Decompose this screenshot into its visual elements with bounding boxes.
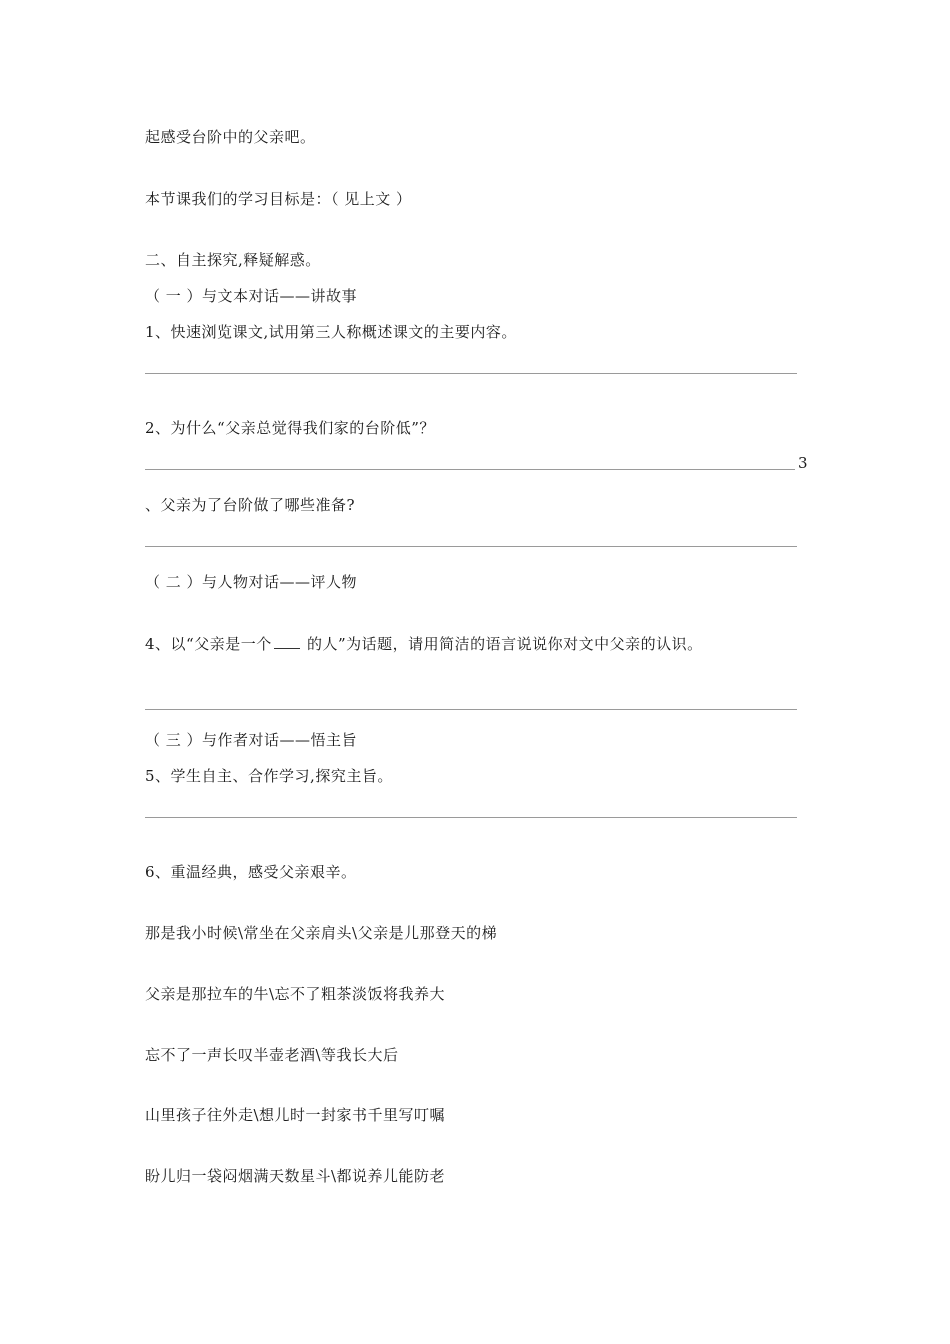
question-5: 5、学生自主、合作学习,探究主旨。 bbox=[145, 767, 393, 785]
lyric-line: 那是我小时候\常坐在父亲肩头\父亲是儿那登天的梯 bbox=[145, 924, 498, 942]
answer-line bbox=[145, 373, 797, 374]
question-4-part-a: 4、以“父亲是一个 bbox=[145, 635, 272, 653]
subsection-heading: （ 三 ）与作者对话——悟主旨 bbox=[145, 731, 358, 749]
answer-line bbox=[145, 469, 795, 470]
lyric-line: 盼儿归一袋闷烟满天数星斗\都说养儿能防老 bbox=[145, 1167, 446, 1185]
answer-line bbox=[145, 546, 797, 547]
question-4 bbox=[145, 634, 703, 654]
question-number: 3 bbox=[798, 454, 808, 472]
lyric-line: 忘不了一声长叹半壶老酒\等我长大后 bbox=[145, 1046, 399, 1064]
learning-goal-line: 本节课我们的学习目标是：（ 见上文 ） bbox=[145, 190, 412, 208]
question-6: 6、重温经典，感受父亲艰辛。 bbox=[145, 863, 357, 881]
subsection-heading: （ 一 ）与文本对话——讲故事 bbox=[145, 287, 358, 305]
answer-line bbox=[145, 709, 797, 710]
question-3: 、父亲为了台阶做了哪些准备? bbox=[145, 496, 356, 514]
lyric-line: 山里孩子往外走\想儿时一封家书千里写叮嘱 bbox=[145, 1106, 446, 1124]
section-heading: 二、自主探究,释疑解惑。 bbox=[145, 251, 321, 269]
question-2: 2、为什么“父亲总觉得我们家的台阶低”？ bbox=[145, 419, 435, 437]
subsection-heading: （ 二 ）与人物对话——评人物 bbox=[145, 573, 358, 591]
lyric-line: 父亲是那拉车的牛\忘不了粗茶淡饭将我养大 bbox=[145, 985, 446, 1003]
text-line: 起感受台阶中的父亲吧。 bbox=[145, 128, 316, 146]
answer-line bbox=[145, 817, 797, 818]
fill-in-blank[interactable] bbox=[274, 634, 300, 649]
question-1: 1、快速浏览课文,试用第三人称概述课文的主要内容。 bbox=[145, 323, 517, 341]
question-4-part-b: 的人”为话题，请用简洁的语言说说你对文中父亲的认识。 bbox=[307, 635, 703, 653]
